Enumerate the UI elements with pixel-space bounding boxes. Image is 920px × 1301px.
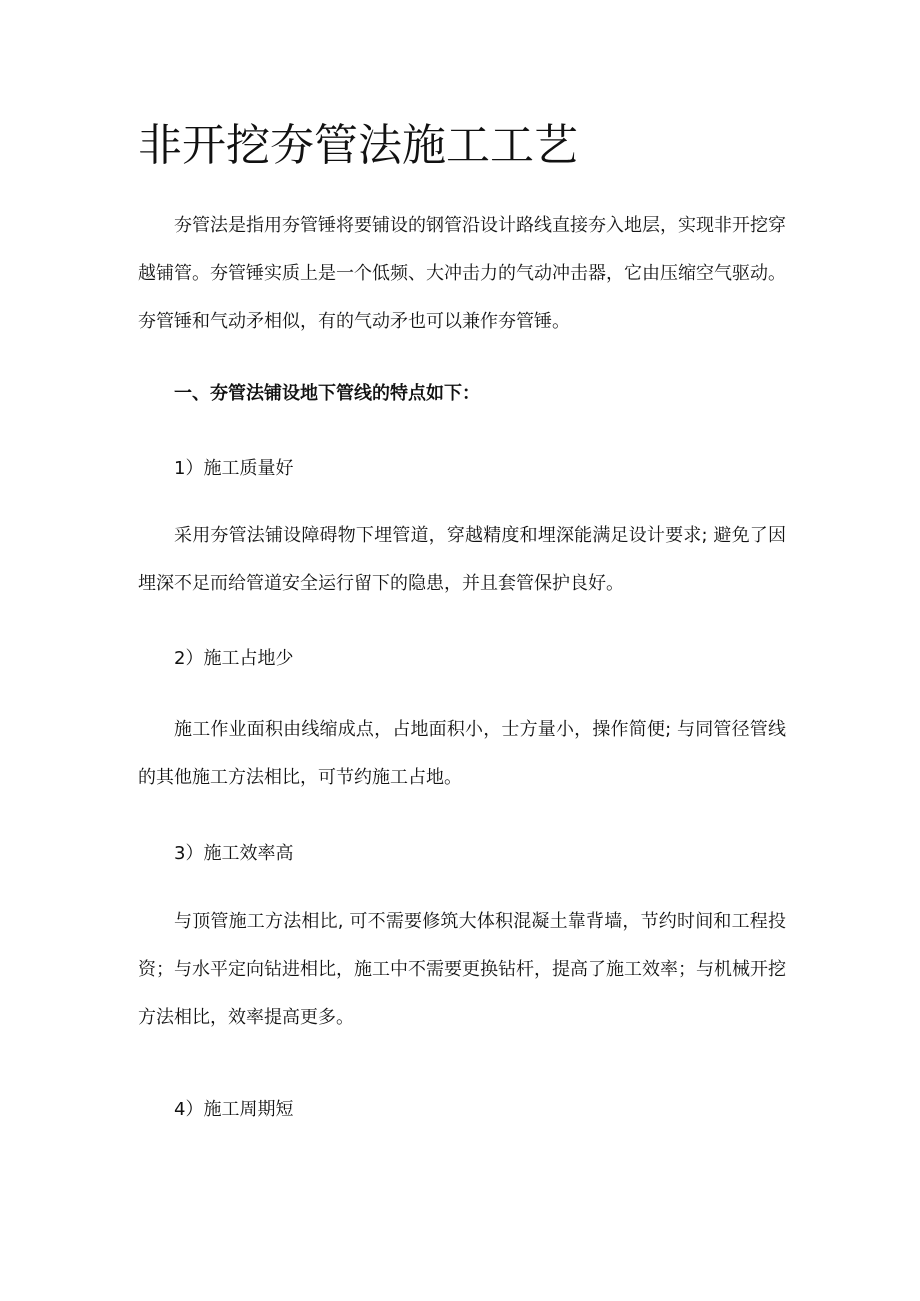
item-text-quality: 采用夯管法铺设障碍物下埋管道，穿越精度和埋深能满足设计要求; 避免了因埋深不足而给管道安全运行留下的隐患，并且套管保护良好。 bbox=[138, 525, 786, 594]
item-heading-land-use: 2）施工占地少 bbox=[174, 648, 294, 669]
item-heading-duration: 4）施工周期短 bbox=[174, 1099, 294, 1120]
item-heading-quality: 1）施工质量好 bbox=[174, 458, 294, 479]
document-title: 非开挖夯管法施工工艺 bbox=[138, 120, 578, 171]
item-heading-efficiency: 3）施工效率高 bbox=[174, 843, 294, 864]
item-text-efficiency: 与顶管施工方法相比, 可不需要修筑大体积混凝土靠背墙，节约时间和工程投资；与水平定向钻进相比，施工中不需要更换钻杆，提高了施工效率；与机械开挖方法相比，效率提高更多。 bbox=[138, 911, 786, 1028]
intro-paragraph: 夯管法是指用夯管锤将要铺设的钢管沿设计路线直接夯入地层，实现非开挖穿越铺管。夯管锤实质上是一个低频、大冲击力的气动冲击器，它由压缩空气驱动。夯管锤和气动矛相似，有的气动矛也可以兼作夯管锤。 bbox=[138, 215, 786, 332]
item-text-land-use: 施工作业面积由线缩成点，占地面积小，士方量小，操作简便; 与同管径管线的其他施工方法相比，可节约施工占地。 bbox=[138, 719, 786, 788]
section-heading-features: 一、夯管法铺设地下管线的特点如下： bbox=[174, 383, 480, 404]
